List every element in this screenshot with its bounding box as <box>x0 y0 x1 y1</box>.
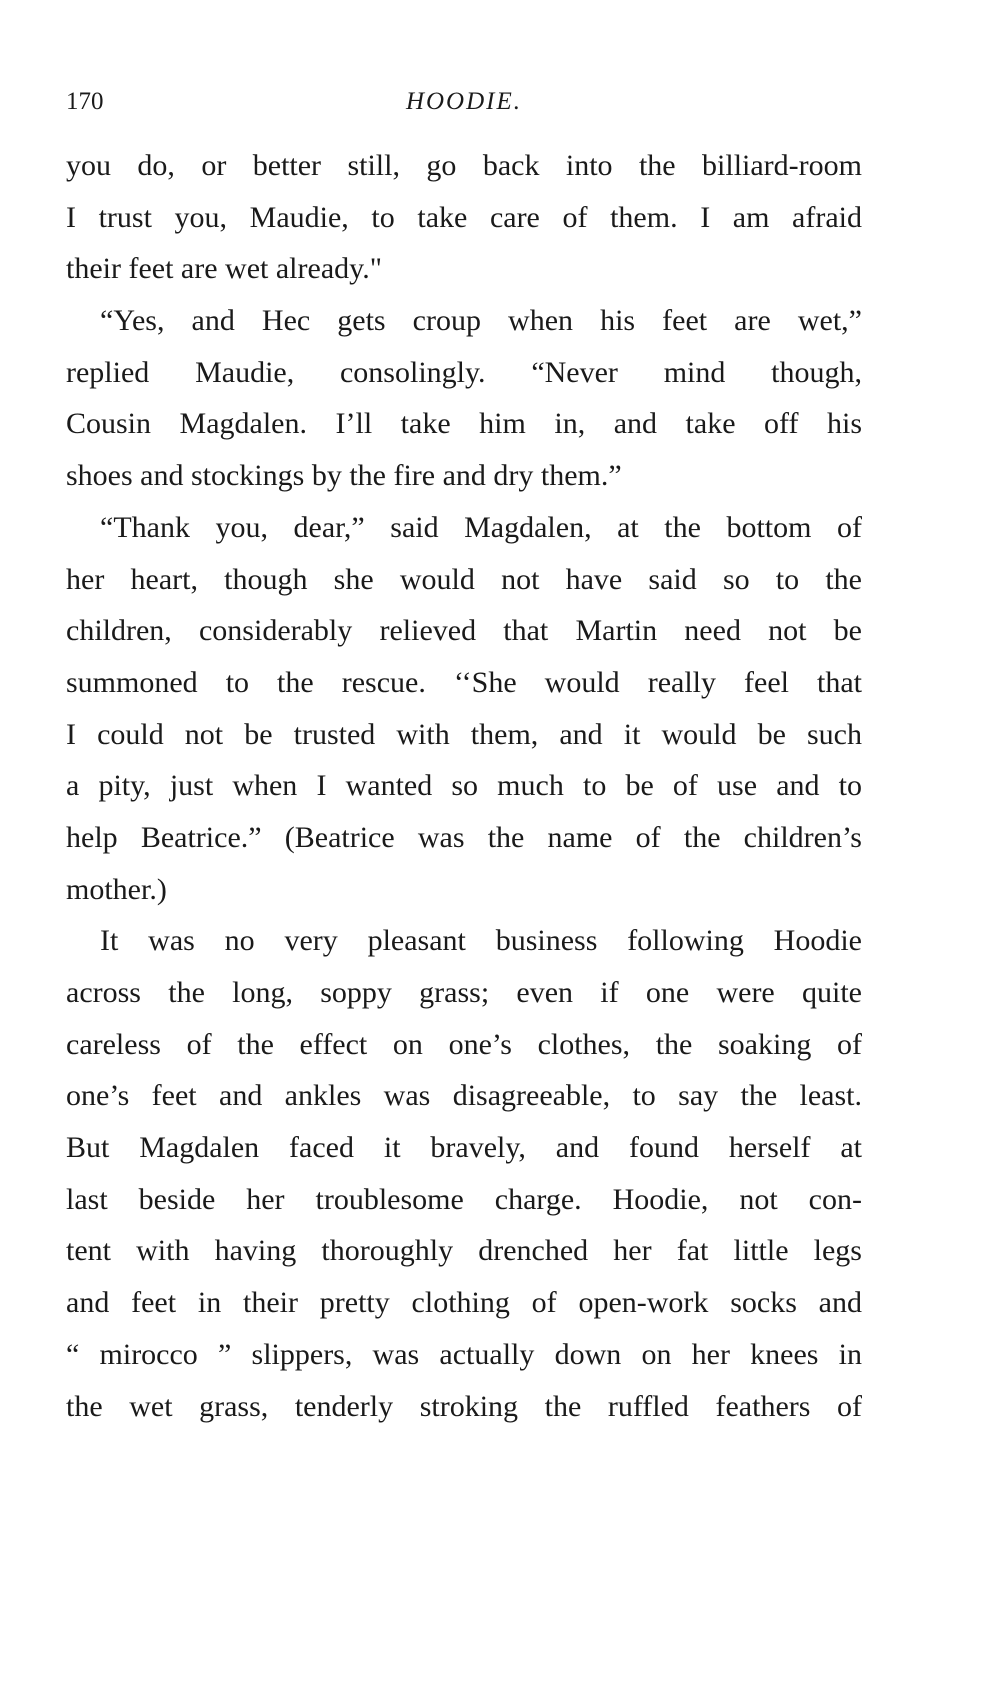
text-line: But Magdalen faced it bravely, and found herself at <box>66 1131 862 1165</box>
text-line: “Thank you, dear,” said Magdalen, at the bottom of <box>100 510 862 544</box>
text-line: “Yes, and Hec gets croup when his feet are wet,” <box>100 304 862 338</box>
text-line: I could not be trusted with them, and it would be such <box>66 717 862 751</box>
text-line: last beside her troublesome charge. Hoodie, not con- <box>66 1182 862 1216</box>
text-line: her heart, though she would not have said so to the <box>66 562 862 596</box>
page-number: 170 <box>66 88 104 115</box>
text-line: summoned to the rescue. ‘‘She would really feel that <box>66 665 862 699</box>
text-line: shoes and stockings by the fire and dry them.” <box>66 459 622 493</box>
text-line: the wet grass, tenderly stroking the ruffled feathers of <box>66 1389 862 1423</box>
text-line: I trust you, Maudie, to take care of them. I am afraid <box>66 200 862 234</box>
running-title: HOODIE. <box>405 88 523 115</box>
text-line: “ mirocco ” slippers, was actually down on her knees in <box>66 1337 862 1371</box>
text-line: a pity, just when I wanted so much to be of use and to <box>66 769 862 803</box>
text-line: you do, or better still, go back into the billiard-room <box>66 149 862 182</box>
text-line: and feet in their pretty clothing of open-work socks and <box>66 1286 862 1320</box>
text-line: across the long, soppy grass; even if one were quite <box>66 976 862 1009</box>
text-line: their feet are wet already." <box>66 252 382 286</box>
text-line: children, considerably relieved that Martin need not be <box>66 614 862 648</box>
text-line: one’s feet and ankles was disagreeable, to say the least. <box>66 1079 862 1113</box>
text-line: replied Maudie, consolingly. “Never mind though, <box>66 355 862 389</box>
text-line: careless of the effect on one’s clothes, the soaking of <box>66 1027 862 1061</box>
text-line: Cousin Magdalen. I’ll take him in, and take off his <box>66 407 862 441</box>
running-head <box>66 84 862 124</box>
text-line: help Beatrice.” (Beatrice was the name of the children’s <box>66 820 862 854</box>
text-line: tent with having thoroughly drenched her fat little legs <box>66 1234 862 1268</box>
body-text <box>66 140 862 1432</box>
text-line: It was no very pleasant business following Hoodie <box>100 924 862 958</box>
text-line: mother.) <box>66 872 167 906</box>
